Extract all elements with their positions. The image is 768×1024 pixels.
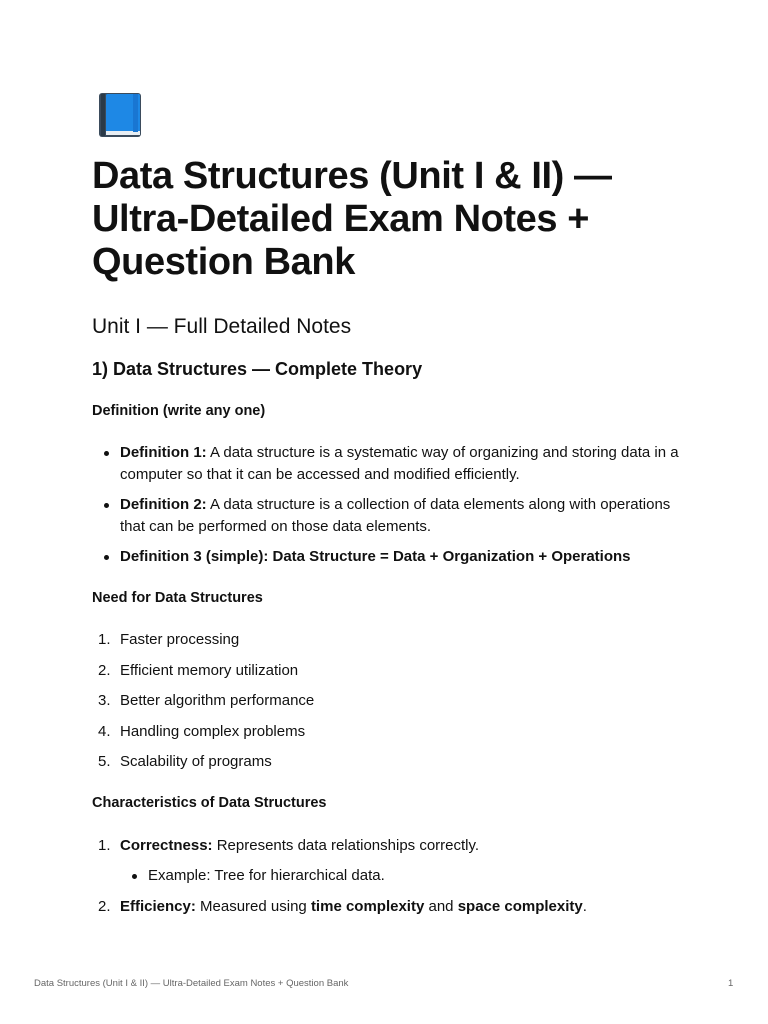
definition-2-label: Definition 2: <box>120 496 207 513</box>
blue-book-icon <box>97 91 143 139</box>
definition-2-text: A data structure is a collection of data elements along with operations that can be performed on those data elements. <box>120 496 671 535</box>
list-item: 2. Efficient memory utilization <box>98 661 299 679</box>
need-item-3: Better algorithm performance <box>120 692 315 709</box>
need-item-5: Scalability of programs <box>120 753 272 770</box>
definition-1-text: A data structure is a systematic way of organizing and storing data in a computer so that it can be accessed and modified efficiently. <box>120 444 679 483</box>
correctness-example: Example: Tree for hierarchical data. <box>148 867 385 884</box>
list-item: 2. Efficiency: Measured using time complexity and space complexity. <box>98 898 587 915</box>
characteristics-list <box>92 835 692 918</box>
correctness-label: Correctness: <box>120 837 213 854</box>
need-list <box>92 629 692 773</box>
section-heading: 1) Data Structures — Complete Theory <box>92 359 423 379</box>
list-item: 5. Scalability of programs <box>98 753 272 770</box>
correctness-text: Represents data relationships correctly. <box>212 837 480 854</box>
document-title: Data Structures (Unit I & II) — Ultra-Detailed Exam Notes + Question Bank <box>92 155 612 283</box>
characteristics-heading: Characteristics of Data Structures <box>92 795 327 811</box>
time-complexity-term: time complexity <box>310 898 425 915</box>
space-complexity-term: space complexity <box>457 898 583 915</box>
definition-1-label: Definition 1: <box>120 444 207 461</box>
page-number: 1 <box>728 978 734 989</box>
definitions-list <box>92 442 692 568</box>
need-item-4: Handling complex problems <box>120 722 306 740</box>
efficiency-label: Efficiency: <box>120 898 196 915</box>
efficiency-text-b: and <box>424 898 458 915</box>
list-item: 1. Correctness: Represents data relationships correctly. <box>98 837 480 854</box>
list-item <box>92 865 692 887</box>
efficiency-text-a: Measured using <box>195 898 311 915</box>
list-item: 4. Handling complex problems <box>98 722 306 740</box>
definition-3-label: Definition 3 (simple): Data Structure = Data + Organization + Operations <box>120 548 631 565</box>
list-item <box>92 546 692 568</box>
need-item-2: Efficient memory utilization <box>120 661 299 679</box>
unit-heading: Unit I — Full Detailed Notes <box>92 315 352 338</box>
definitions-heading: Definition (write any one) <box>92 403 266 419</box>
list-item <box>92 494 692 538</box>
page-footer-title: Data Structures (Unit I & II) — Ultra-Detailed Exam Notes + Question Bank <box>34 978 349 989</box>
efficiency-text-c: . <box>582 898 587 915</box>
list-item: 1. Faster processing <box>98 631 240 648</box>
need-item-1: Faster processing <box>120 631 240 648</box>
list-item: 3. Better algorithm performance <box>98 692 315 709</box>
list-item <box>92 442 692 486</box>
need-heading: Need for Data Structures <box>92 590 263 606</box>
